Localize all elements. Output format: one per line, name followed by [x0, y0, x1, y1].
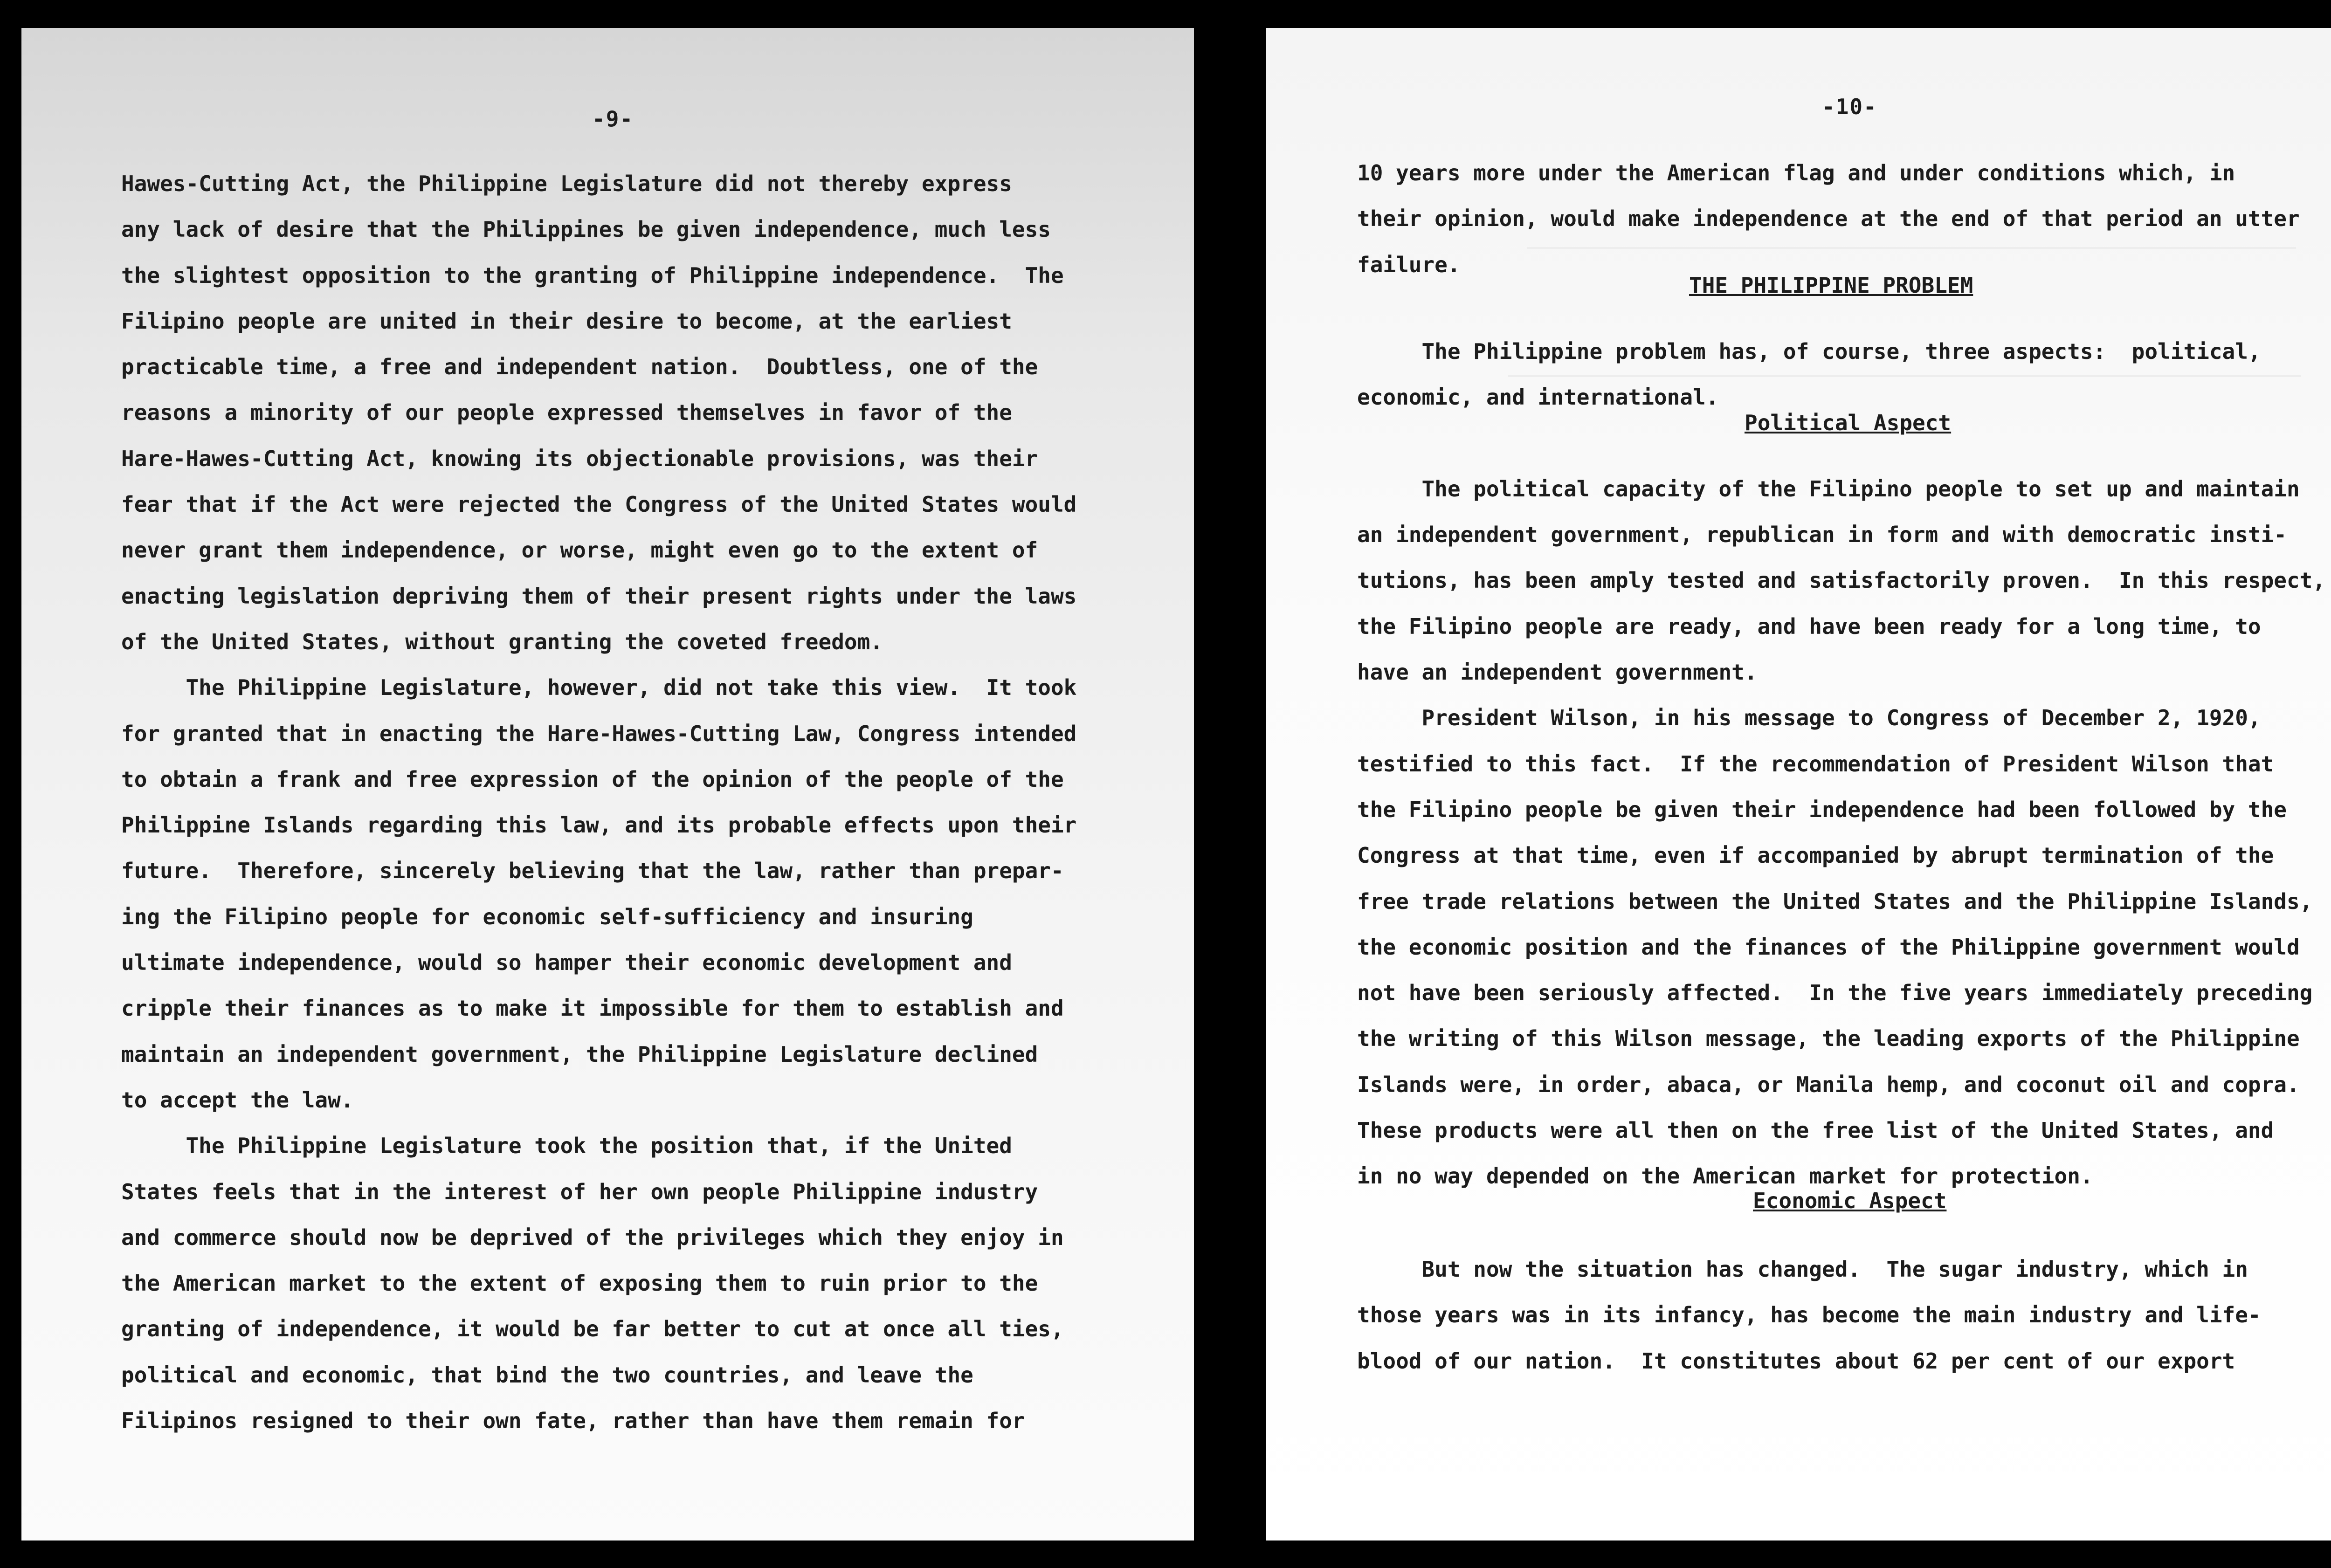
text-line: blood of our nation. It constitutes about 62 per cent of our export: [1357, 1348, 2235, 1374]
text-line: The Philippine Legislature took the position that, if the United: [121, 1133, 1012, 1159]
text-line: fear that if the Act were rejected the Congress of the United States would: [121, 492, 1077, 517]
text-line: practicable time, a free and independent nation. Doubtless, one of the: [121, 354, 1038, 380]
section-heading-political-aspect: Political Aspect: [1745, 410, 1952, 435]
text-line: an independent government, republican in form and with democratic insti-: [1357, 522, 2287, 548]
text-line: Filipino people are united in their desire to become, at the earliest: [121, 308, 1012, 334]
text-line: ing the Filipino people for economic self-sufficiency and insuring: [121, 904, 973, 929]
text-line: in no way depended on the American market for protection.: [1357, 1163, 2093, 1189]
text-line: to obtain a frank and free expression of the opinion of the people of the: [121, 766, 1064, 792]
page-number: -9-: [592, 106, 634, 131]
text-line: The political capacity of the Filipino people to set up and maintain: [1357, 476, 2300, 502]
text-line: testified to this fact. If the recommendation of President Wilson that: [1357, 751, 2274, 777]
text-line: The Philippine Legislature, however, did not take this view. It took: [121, 675, 1077, 701]
text-line: of the United States, without granting the coveted freedom.: [121, 629, 883, 654]
text-line: and commerce should now be deprived of the privileges which they enjoy in: [121, 1224, 1064, 1250]
text-line: not have been seriously affected. In the five years immediately preceding: [1357, 980, 2313, 1006]
text-line: Hawes-Cutting Act, the Philippine Legislature did not thereby express: [121, 171, 1012, 196]
text-line: those years was in its infancy, has become the main industry and life-: [1357, 1302, 2261, 1328]
text-line: future. Therefore, sincerely believing that the law, rather than prepar-: [121, 858, 1064, 884]
text-line: maintain an independent government, the Philippine Legislature declined: [121, 1041, 1038, 1067]
text-line: Filipinos resigned to their own fate, rather than have them remain for: [121, 1408, 1025, 1434]
text-line: cripple their finances as to make it impossible for them to establish and: [121, 996, 1064, 1021]
text-line: Islands were, in order, abaca, or Manila hemp, and coconut oil and copra.: [1357, 1072, 2300, 1097]
text-line: never grant them independence, or worse, might even go to the extent of: [121, 537, 1038, 563]
text-line: ultimate independence, would so hamper their economic development and: [121, 950, 1012, 976]
text-line: for granted that in enacting the Hare-Hawes-Cutting Law, Congress intended: [121, 721, 1077, 746]
text-line: These products were all then on the free list of the United States, and: [1357, 1118, 2274, 1143]
text-line: free trade relations between the United States and the Philippine Islands,: [1357, 888, 2313, 914]
text-line: enacting legislation depriving them of their present rights under the laws: [121, 583, 1077, 609]
text-line: But now the situation has changed. The sugar industry, which in: [1357, 1257, 2248, 1282]
text-line: to accept the law.: [121, 1087, 354, 1113]
text-line: failure.: [1357, 252, 1461, 277]
text-line: have an independent government.: [1357, 660, 1758, 685]
text-line: the Filipino people are ready, and have been ready for a long time, to: [1357, 613, 2261, 639]
section-heading-philippine-problem: THE PHILIPPINE PROBLEM: [1689, 273, 1973, 298]
right-intro-text: [1357, 150, 2300, 288]
text-line: political and economic, that bind the two countries, and leave the: [121, 1362, 973, 1388]
text-line: their opinion, would make independence at the end of that period an utter: [1357, 206, 2300, 232]
left-page: [21, 28, 1194, 1540]
right-page: [1266, 28, 2331, 1540]
text-line: any lack of desire that the Philippines be given independence, much less: [121, 217, 1051, 242]
left-page-body: [121, 161, 1076, 1444]
section-heading-economic-aspect: Economic Aspect: [1753, 1188, 1947, 1213]
page-number: -10-: [1822, 94, 1877, 119]
text-line: 10 years more under the American flag and under conditions which, in: [1357, 160, 2235, 186]
text-line: the Filipino people be given their independence had been followed by the: [1357, 797, 2287, 822]
text-line: Philippine Islands regarding this law, and its probable effects upon their: [121, 812, 1077, 838]
right-problem-and-political-text: [1357, 329, 2325, 1199]
text-line: the economic position and the finances of the Philippine government would: [1357, 934, 2300, 960]
text-line: the American market to the extent of exposing them to ruin prior to the: [121, 1271, 1038, 1296]
text-line: granting of independence, it would be far better to cut at once all ties,: [121, 1316, 1064, 1342]
text-line: economic, and international.: [1357, 385, 1719, 410]
text-line: The Philippine problem has, of course, three aspects: political,: [1357, 339, 2261, 364]
right-economic-text: [1357, 1246, 2261, 1384]
text-line: States feels that in the interest of her own people Philippine industry: [121, 1179, 1038, 1204]
text-line: Congress at that time, even if accompanied by abrupt termination of the: [1357, 843, 2274, 868]
text-line: Hare-Hawes-Cutting Act, knowing its objectionable provisions, was their: [121, 446, 1038, 471]
text-line: the slightest opposition to the granting of Philippine independence. The: [121, 262, 1064, 288]
text-line: reasons a minority of our people expressed themselves in favor of the: [121, 400, 1012, 426]
text-line: the writing of this Wilson message, the leading exports of the Philippine: [1357, 1026, 2300, 1052]
text-line: tutions, has been amply tested and satisfactorily proven. In this respect,: [1357, 568, 2326, 593]
text-line: President Wilson, in his message to Congress of December 2, 1920,: [1357, 705, 2261, 731]
